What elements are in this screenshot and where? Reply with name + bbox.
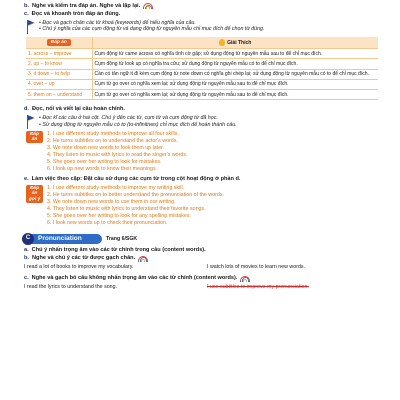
pron-b-right-sentence: I watch lots of movies to learn new words. [207, 264, 306, 271]
pron-a-text: Chú ý nhấn trọng âm vào các từ chính trong câu (content words). [31, 247, 206, 254]
pron-a-heading: a. Chú ý nhấn trọng âm vào các từ chính trong câu (content words). [24, 247, 206, 254]
pron-b-title: Nghe và chú ý các từ được gạch chân. [31, 255, 136, 262]
note-item: • Chú ý nghĩa của các cụm động từ và dạng động từ nguyên mẫu chỉ mục đích để chọn từ đúng. [39, 26, 264, 33]
section-e-label: e. [24, 176, 29, 183]
lightbulb-icon [219, 39, 225, 46]
list-item: 2. He turns subtitles on to understand the actor's words. [47, 137, 178, 144]
explain-cell: Cụm động từ came across có nghĩa tình cờ gặp; sử dụng động từ nguyên mẫu sau to để chỉ mục đích. [92, 49, 378, 59]
table-header-answer: Đáp án [26, 37, 92, 49]
section-e-title: Làm việc theo cặp: Đặt câu sử dụng các cụm từ trong cột hoạt động ở phần d. [31, 176, 241, 183]
note-item: • Đọc và gạch chân các từ khoá (keywords) để hiểu nghĩa của câu. [39, 20, 264, 27]
list-item: 4. They listen to music with lyrics to understand their favorite songs. [47, 206, 206, 213]
list-item: 5. She goes over her writing to look for any spelling mistakes. [47, 213, 191, 220]
section-d-title: Đọc, nối và viết lại câu hoàn chỉnh. [31, 106, 125, 113]
list-item: 1. I use different study methods to improve my writing skill. [47, 185, 185, 192]
section-d-answers [26, 131, 390, 173]
pron-c-sentences [24, 284, 390, 291]
section-b-heading [24, 3, 390, 10]
pronunciation-banner [24, 234, 102, 244]
pron-b-left-sentence: I read a lot of books to improve my vocabulary. [24, 264, 134, 271]
pron-c-right-sentence-crossed: I use subtitles to improve my pronunciation. [207, 284, 309, 290]
suggested-answer-badge: Đáp án gợi ý [26, 185, 43, 203]
list-item: 5. She goes over her writing to look for mistakes. [47, 159, 162, 166]
explain-cell: Cụm động từ look up có nghĩa tra cứu; sử dụng động từ nguyên mẫu có to để chỉ mục đích. [92, 59, 378, 69]
audio-icon[interactable] [143, 3, 153, 9]
section-b-label: b. [24, 3, 29, 9]
list-item: 6. I look up new words to know their meanings. [47, 166, 158, 173]
explain-cell: Cụm từ go over có nghĩa xem lại; sử dụng động từ nguyên mẫu sau to để chỉ mục đích. [92, 90, 378, 100]
pron-b-sentences [24, 264, 390, 271]
section-b-title: Nghe và kiểm tra đáp án. Nghe và lặp lại. [31, 3, 141, 9]
table-row [26, 90, 378, 100]
table-header-explain: Giải Thích [92, 37, 378, 49]
list-item: 1. I use different study methods to improve all four skills. [47, 130, 179, 137]
section-c-notes [26, 20, 390, 34]
list-item: 3. We note down new words to look them up later. [47, 144, 165, 151]
table-row [26, 59, 378, 69]
flag-icon [26, 115, 36, 129]
table-row [26, 69, 378, 79]
list-item: 3. We note down new words to use them in our writing. [47, 199, 176, 206]
answer-cell: 5. them on – understand [26, 90, 92, 100]
note-item: • Sử dụng động từ nguyên mẫu có to (to-infinitives) chỉ mục đích để hoàn thành câu. [39, 122, 237, 129]
section-c-title: Đọc và khoanh tròn đáp án đúng. [31, 11, 121, 18]
pron-c-title: Nghe và gạch bỏ câu không nhấn trọng âm vào các từ chính (content words). [31, 275, 238, 282]
table-header-row [26, 37, 378, 49]
list-item: 4. They listen to music with lyrics to read the singer's words. [47, 151, 188, 158]
answer-badge: Đáp án [26, 131, 43, 144]
flag-icon [26, 20, 36, 34]
pron-c-heading: c. Nghe và gạch bỏ câu không nhấn trọng âm vào các từ chính (content words). [24, 275, 390, 282]
section-d-label: d. [24, 106, 29, 113]
list-item: 6. I look new words up to check their pronunciation. [47, 220, 168, 227]
pron-c-left-sentence: I read the lyrics to understand the song. [24, 284, 118, 290]
answer-cell: 2. up – to know [26, 59, 92, 69]
answer-cell: 3. it down – to help [26, 69, 92, 79]
pronunciation-page-ref: Trang 6/SGK [106, 235, 138, 242]
pron-b-heading: b. Nghe và chú ý các từ được gạch chân. [24, 255, 390, 262]
explain-cell: Cụm từ go over có nghĩa xem lại; sử dụng động từ nguyên mẫu sau to để chỉ mục đích. [92, 79, 378, 89]
section-d-heading [24, 106, 390, 113]
note-item: • Đọc kĩ các câu ở hai cột. Chú ý đến các từ, cụm từ và cụm động từ đã học. [39, 115, 237, 122]
list-item: 2. He turns subtitles on to better understand the pronunciation of the words. [47, 192, 224, 199]
audio-icon[interactable] [240, 276, 250, 282]
section-c-heading [24, 11, 390, 18]
answer-cell: 4. over – up [26, 79, 92, 89]
answer-cell: 1. across – improve [26, 49, 92, 59]
section-c-label: c. [24, 11, 29, 18]
table-row [26, 49, 378, 59]
section-d-notes [26, 115, 390, 129]
audio-icon[interactable] [138, 256, 148, 262]
pronunciation-title: Pronunciation [38, 234, 82, 242]
section-e-heading [24, 176, 390, 183]
answer-table [26, 37, 378, 101]
section-e-answers [26, 185, 390, 227]
pronunciation-header [24, 233, 390, 244]
explain-cell: Cần có tân ngữ it đi kèm cụm động từ note down có nghĩa ghi chép lại; sử dụng động từ nguyên mẫu có to để chỉ mục đích. [92, 69, 378, 79]
section-letter-icon: C [22, 233, 34, 245]
table-row [26, 79, 378, 89]
